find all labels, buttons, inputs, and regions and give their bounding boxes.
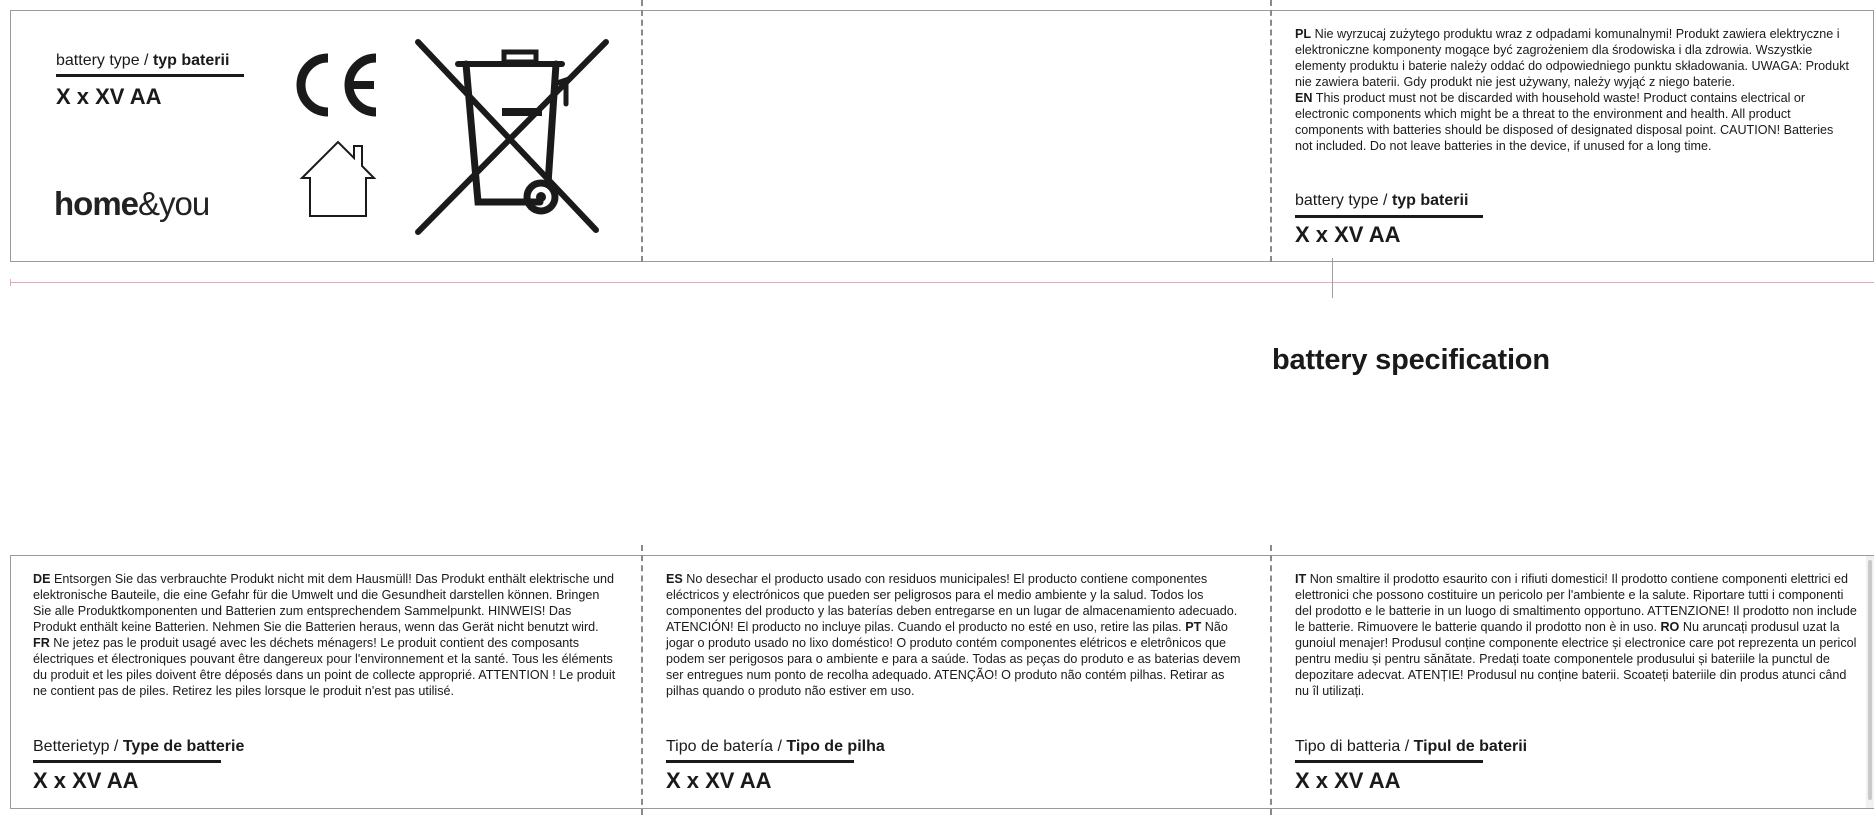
battery-type-rule xyxy=(1295,215,1483,218)
bleed-guide-tick xyxy=(10,279,11,286)
battery-type-label: battery type / typ baterii xyxy=(1295,192,1469,209)
battery-type-value: X x XV AA xyxy=(56,84,162,109)
battery-type-label: battery type / typ baterii xyxy=(56,52,230,69)
battery-type-value: X x XV AA xyxy=(1295,222,1401,247)
scrollbar-thumb[interactable] xyxy=(1868,560,1872,800)
battery-type-rule xyxy=(1295,760,1483,763)
top-fold-line-left xyxy=(641,0,643,262)
disposal-text-es-pt: ES No desechar el producto usado con residuos municipales! El producto contiene componentes eléctricos y electrónicos que pueden ser peligrosos para el medio ambiente y la salud. Todos los componentes del producto y las baterías deben entregarse en un lugar de almacenamiento adecuado. ATENCIÓN! El producto no incluye pilas. Cuando el producto no esté en uso, retire las pilas. PT Não jogar o produto usado no lixo doméstico! O produto contém componentes elétricos e eletrônicos que podem ser perigosos para o ambiente e para a saúde. Todas as peças do produto e as baterias devem ser entregues num ponto de recolha adequado. ATENÇÃO! O produto não contém pilhas. Retirar as pilhas quando o produto não estiver em uso. xyxy=(666,572,1241,698)
disposal-text-it-ro: IT Non smaltire il prodotto esaurito con i rifiuti domestici! Il prodotto contiene componenti elettrici ed elettronici che possono costituire un pericolo per l'ambiente e la salute. Riportare tutti i componenti del prodotto e le batterie in un luogo di smaltimento opportuno. ATTENZIONE! Il prodotto non include le batterie. Rimuovere le batterie quando il prodotto non è in uso. RO Nu aruncați produsul uzat la gunoiul menajer! Produsul conține componente electrice și electronice care pot reprezenta un pericol pentru mediu și pentru sănătate. Predați toate componentele produsului și bateriile la punctul de depozitare adecvat. ATENȚIE! Produsul nu conține baterii. Scoateți bateriile din produs atunci când nu îl utilizați. xyxy=(1295,572,1857,698)
ce-mark-icon xyxy=(288,52,382,118)
battery-type-label: Tipo di batteria / Tipul de baterii xyxy=(1295,738,1528,755)
battery-type-value: X x XV AA xyxy=(666,768,772,793)
home-and-you-logo: home&you xyxy=(54,185,210,222)
disposal-text-pl-en: PL Nie wyrzucaj zużytego produktu wraz z odpadami komunalnymi! Produkt zawiera elektryczne i elektroniczne komponenty mogące być zagrożeniem dla środowiska i dla zdrowia. Wszystkie elementy produktu i baterie należy oddać do odpowiedniego punktu składowania. UWAGA: Produkt nie zawiera baterii. Gdy produkt nie jest używany, należy wyjąć z niego baterie. EN This product must not be discarded with household waste! Product contains electrical or electronic components which might be a threat to the environment and health. All product components with batteries should be disposed of designated disposal point. CAUTION! Batteries not included. Do not leave batteries in the device, if unused for a long time. xyxy=(1295,27,1849,153)
top-fold-line-right xyxy=(1270,0,1272,262)
battery-type-rule xyxy=(56,74,244,77)
battery-type-value: X x XV AA xyxy=(33,768,139,793)
battery-type-label: Betterietyp / Type de batterie xyxy=(33,738,245,755)
section-title: battery specification xyxy=(1272,344,1550,376)
battery-type-value: X x XV AA xyxy=(1295,768,1401,793)
battery-type-label: Tipo de batería / Tipo de pilha xyxy=(666,738,885,755)
alignment-tick xyxy=(1332,258,1333,298)
disposal-text-de-fr: DE Entsorgen Sie das verbrauchte Produkt nicht mit dem Hausmüll! Das Produkt enthält elektrische und elektronische Bauteile, die eine Gefahr für die Umwelt und die Gesundheit darstellen können. Bringen Sie alle Produktkomponenten und Batterien zum entsprechendem Sammelpunkt. HINWEIS! Das Produkt enthält keine Batterien. Nehmen Sie die Batterien heraus, wenn das Gerät nicht benutzt wird. FR Ne jetez pas le produit usagé avec les déchets ménagers! Le produit contient des composants électriques et électroniques pouvant être dangereux pour l'environnement et la santé. Tous les éléments du produit et les piles doivent être déposés dans un point de collecte approprié. ATTENTION ! Le produit ne contient pas de piles. Retirez les piles lorsque le produit n'est pas utilisé. xyxy=(33,572,616,698)
bottom-fold-line-left xyxy=(641,545,643,815)
bleed-guide-line xyxy=(10,282,1874,283)
house-icon xyxy=(296,138,380,220)
battery-type-rule xyxy=(666,760,854,763)
crossed-out-wheelie-bin-icon xyxy=(410,34,612,238)
bottom-fold-line-right xyxy=(1270,545,1272,815)
battery-type-rule xyxy=(33,760,221,763)
